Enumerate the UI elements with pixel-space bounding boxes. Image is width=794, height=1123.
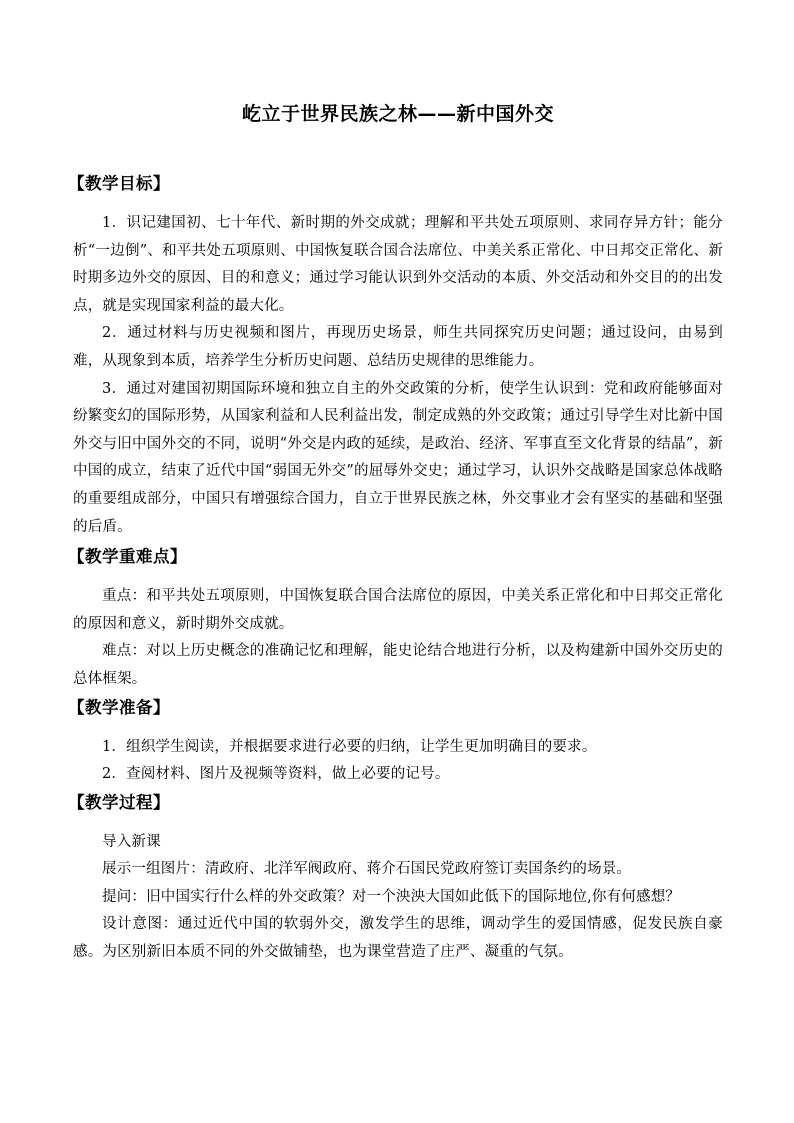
process-show-images: 展示一组图片：清政府、北洋军阀政府、蒋介石国民党政府签订卖国条约的场景。: [102, 861, 632, 878]
key-point-paragraph: 重点：和平共处五项原则，中国恢复联合国合法席位的原因，中美关系正常化和中日邦交正常化的原因和意义，新时期外交成就。: [73, 588, 723, 632]
section-teaching-goals: [68, 170, 723, 541]
difficulty-paragraph: 难点：对以上历史概念的准确记忆和理解，能史论结合地进行分析，以及构建新中国外交历史的总体框架。: [73, 643, 723, 687]
section-process: [68, 789, 723, 967]
section-heading-key-points: 【教学重难点】: [68, 547, 187, 567]
section-key-points: [68, 543, 723, 693]
section-heading-process: 【教学过程】: [68, 792, 170, 812]
goal-paragraph-2: 2．通过材料与历史视频和图片，再现历史场景，师生共同探究历史问题；通过设问，由易到难，从现象到本质，培养学生分析历史问题、总结历史规律的思维能力。: [73, 325, 723, 369]
section-heading-goals: 【教学目标】: [68, 174, 170, 193]
process-intro-label: 导入新课: [102, 833, 161, 850]
document-page: [68, 100, 723, 967]
section-preparation: [68, 694, 723, 789]
process-question: 提问：旧中国实行什么样的外交政策？对一个泱泱大国如此低下的国际地位,你有何感想？: [102, 888, 681, 905]
goal-paragraph-1: 1．识记建国初、七十年代、新时期的外交成就；理解和平共处五项原则、求同存异方针；能分析“一边倒”、和平共处五项原则、中国恢复联合国合法席位、中美关系正常化、中日邦交正常化、新时期多边外交的原因、目的和意义；通过学习能认识到外交活动的本质、外交活动和外交目的的出发点，就是实现国家利益的最大化。: [73, 215, 723, 314]
goal-paragraph-3: 3．通过对建国初期国际环境和独立自主的外交政策的分析，使学生认识到：党和政府能够面对纷繁变幻的国际形势，从国家利益和人民利益出发，制定成熟的外交政策；通过引导学生对比新中国外交与旧中国外交的不同，说明“外交是内政的延续，是政治、经济、军事直至文化背景的结晶”，新中国的成立，结束了近代中国“弱国无外交”的屈辱外交史；通过学习，认识外交战略是国家总体战略的重要组成部分，中国只有增强综合国力，自立于世界民族之林，外交事业才会有坚实的基础和坚强的后盾。: [73, 380, 723, 535]
document-title: 屹立于世界民族之林——新中国外交: [241, 103, 554, 125]
section-heading-preparation: 【教学准备】: [68, 697, 170, 717]
preparation-item-2: 2．查阅材料、图片及视频等资料，做上必要的记号。: [102, 766, 450, 783]
preparation-item-1: 1．组织学生阅读，并根据要求进行必要的归纳，让学生更加明确目的要求。: [102, 738, 597, 755]
process-design-intent: 设计意图：通过近代中国的软弱外交，激发学生的思维，调动学生的爱国情感，促发民族自豪感。为区别新旧本质不同的外交做铺垫，也为课堂营造了庄严、凝重的气氛。: [73, 916, 723, 961]
